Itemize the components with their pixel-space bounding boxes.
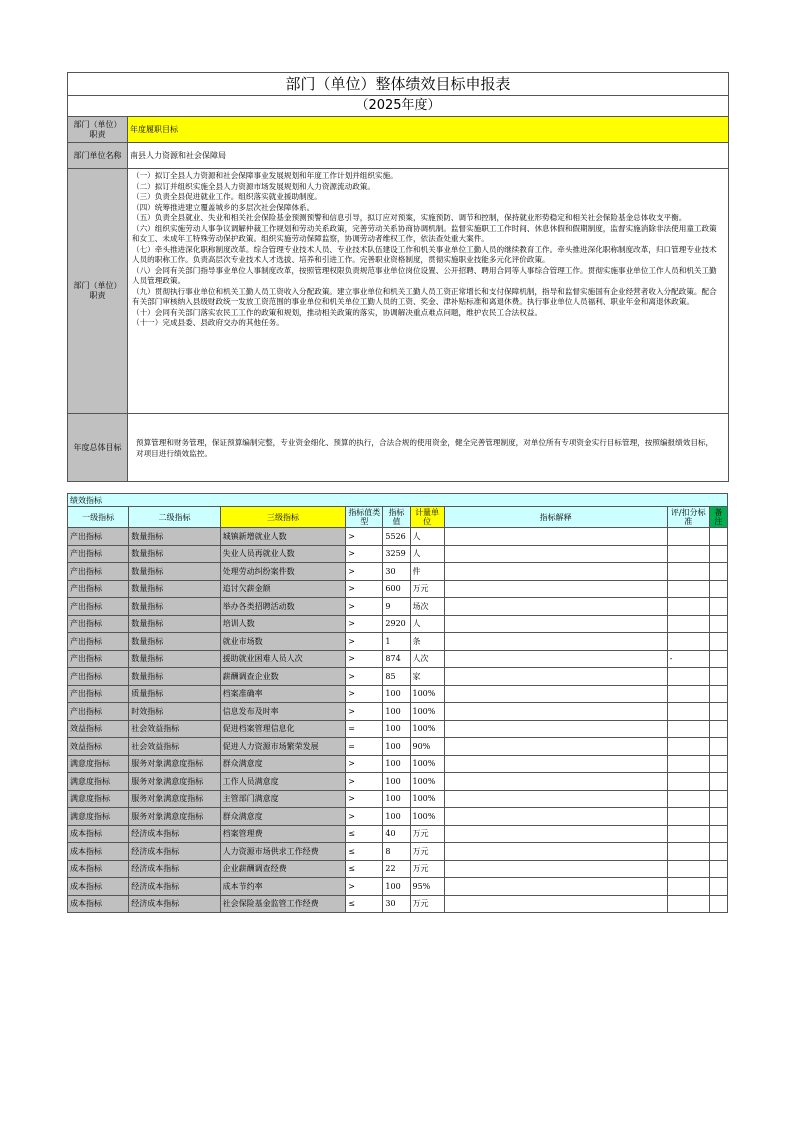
value-cell: 100 (383, 685, 410, 703)
value-type-cell: > (346, 580, 383, 598)
score-cell (667, 860, 709, 878)
level1-cell: 产出指标 (68, 685, 129, 703)
level1-cell: 产出指标 (68, 545, 129, 563)
value-type-cell: ≤ (346, 860, 383, 878)
table-row (68, 755, 728, 773)
value-type-cell: > (346, 790, 383, 808)
value-cell: 30 (383, 563, 410, 581)
value-cell: 100 (383, 878, 410, 896)
value-type-cell: > (346, 773, 383, 791)
level3-cell: 成本节约率 (220, 878, 346, 896)
table-row (68, 598, 728, 616)
level1-cell: 满意度指标 (68, 755, 129, 773)
score-cell (667, 843, 709, 861)
unit-cell: 100% (410, 808, 444, 826)
unit-cell: 人 (410, 545, 444, 563)
table-row (68, 720, 728, 738)
value-type-cell: = (346, 738, 383, 756)
note-cell (709, 738, 727, 756)
value-cell: 600 (383, 580, 410, 598)
score-cell (667, 790, 709, 808)
explanation-cell (444, 545, 667, 563)
value-cell: 2920 (383, 615, 410, 633)
unit-cell: 90% (410, 738, 444, 756)
table-row (68, 773, 728, 791)
unit-cell: 场次 (410, 598, 444, 616)
explanation-cell (444, 563, 667, 581)
level1-cell: 产出指标 (68, 650, 129, 668)
note-cell (709, 703, 727, 721)
level2-cell: 数量指标 (129, 598, 220, 616)
level2-cell: 数量指标 (129, 545, 220, 563)
table-row (68, 860, 728, 878)
score-cell (667, 755, 709, 773)
unit-cell: 100% (410, 773, 444, 791)
value-type-cell: > (346, 528, 383, 546)
duty-item: （二）拟订并组织实施全县人力资源市场发展规划和人力资源流动政策。 (132, 181, 375, 191)
performance-indicators (67, 493, 728, 913)
unit-cell: 100% (410, 720, 444, 738)
note-cell (709, 825, 727, 843)
header-level3: 三级指标 (220, 507, 346, 528)
score-cell (667, 738, 709, 756)
level3-cell: 城镇新增就业人数 (220, 528, 346, 546)
perf-section-title: 绩效指标 (68, 494, 728, 507)
score-cell (667, 773, 709, 791)
unit-cell: 万元 (410, 895, 444, 913)
level2-cell: 质量指标 (129, 685, 220, 703)
level2-cell: 经济成本指标 (129, 843, 220, 861)
explanation-cell (444, 528, 667, 546)
score-cell (667, 633, 709, 651)
unit-cell: 万元 (410, 580, 444, 598)
value-type-cell: ≤ (346, 825, 383, 843)
level3-cell: 薪酬调查企业数 (220, 668, 346, 686)
table-row (68, 703, 728, 721)
level3-cell: 信息发布及时率 (220, 703, 346, 721)
table-row (68, 545, 728, 563)
score-cell (667, 703, 709, 721)
header-level1: 一级指标 (68, 507, 129, 528)
explanation-cell (444, 773, 667, 791)
duty-item: （一）拟订全县人力资源和社会保障事业发展规划和年度工作计划并组织实施。 (132, 171, 398, 180)
table-row (68, 685, 728, 703)
note-cell (709, 580, 727, 598)
explanation-cell (444, 755, 667, 773)
unit-cell: 95% (410, 878, 444, 896)
page-title: 部门（单位）整体绩效目标申报表 (68, 73, 729, 96)
value-type-cell: > (346, 650, 383, 668)
explanation-cell (444, 668, 667, 686)
level2-cell: 数量指标 (129, 650, 220, 668)
goal-label: 年度总体目标 (68, 414, 128, 482)
level2-cell: 数量指标 (129, 633, 220, 651)
value-cell: 100 (383, 738, 410, 756)
form-header-table (67, 72, 729, 482)
duty-item: （五）负责全县就业、失业和相关社会保险基金预测预警和信息引导，拟订应对预案，实施预防、调节和控制，保持就业形势稳定和相关社会保险基金总体收支平衡。 (132, 213, 687, 222)
level1-cell: 产出指标 (68, 668, 129, 686)
explanation-cell (444, 615, 667, 633)
level2-cell: 服务对象满意度指标 (129, 773, 220, 791)
value-type-cell: > (346, 545, 383, 563)
value-cell: 30 (383, 895, 410, 913)
note-cell (709, 668, 727, 686)
value-type-cell: ≤ (346, 843, 383, 861)
level1-cell: 产出指标 (68, 598, 129, 616)
unit-cell: 条 (410, 633, 444, 651)
level1-cell: 产出指标 (68, 615, 129, 633)
note-cell (709, 878, 727, 896)
level3-cell: 培训人数 (220, 615, 346, 633)
level2-cell: 数量指标 (129, 528, 220, 546)
level2-cell: 数量指标 (129, 580, 220, 598)
score-cell (667, 563, 709, 581)
level1-cell: 成本指标 (68, 878, 129, 896)
level3-cell: 促进档案管理信息化 (220, 720, 346, 738)
value-type-cell: > (346, 563, 383, 581)
level2-cell: 服务对象满意度指标 (129, 808, 220, 826)
level3-cell: 就业市场数 (220, 633, 346, 651)
table-row (68, 650, 728, 668)
level2-cell: 数量指标 (129, 563, 220, 581)
level3-cell: 追讨欠薪金额 (220, 580, 346, 598)
duty-item: （四）统筹推进建立覆盖城乡的多层次社会保障体系。 (132, 202, 315, 212)
table-row (68, 528, 728, 546)
note-cell (709, 790, 727, 808)
note-cell (709, 528, 727, 546)
level3-cell: 群众满意度 (220, 755, 346, 773)
value-cell: 40 (383, 825, 410, 843)
note-cell (709, 545, 727, 563)
table-row (68, 878, 728, 896)
value-cell: 5526 (383, 528, 410, 546)
explanation-cell (444, 650, 667, 668)
value-cell: 100 (383, 773, 410, 791)
value-type-cell: > (346, 685, 383, 703)
value-type-cell: > (346, 615, 383, 633)
note-cell (709, 808, 727, 826)
level3-cell: 工作人员满意度 (220, 773, 346, 791)
explanation-cell (444, 598, 667, 616)
level1-cell: 满意度指标 (68, 773, 129, 791)
value-cell: 100 (383, 755, 410, 773)
value-type-cell: > (346, 703, 383, 721)
score-cell (667, 878, 709, 896)
unit-cell: 100% (410, 790, 444, 808)
unit-cell: 100% (410, 685, 444, 703)
level3-cell: 主管部门满意度 (220, 790, 346, 808)
duty-item: （三）负责全县促进就业工作。组织落实就业援助制度。 (132, 192, 322, 201)
level1-cell: 满意度指标 (68, 808, 129, 826)
explanation-cell (444, 878, 667, 896)
duty-label: 部门（单位）职责 (68, 169, 128, 414)
value-cell: 874 (383, 650, 410, 668)
level3-cell: 援助就业困难人员人次 (220, 650, 346, 668)
duty-item: （六）组织实施劳动人事争议调解仲裁工作规划和劳动关系政策，完善劳动关系协商协调机制。监督实施职工工作时间、休息休假和假期制度，监督实施消除非法使用童工政策和女工、未成年工特殊劳动保护政策。组织实施劳动保障监察，协调劳动者维权工作，依法查处重大案件。 (132, 223, 717, 243)
level3-cell: 企业薪酬调查经费 (220, 860, 346, 878)
level3-cell: 促进人力资源市场繁荣发展 (220, 738, 346, 756)
level2-cell: 经济成本指标 (129, 860, 220, 878)
level3-cell: 处理劳动纠纷案件数 (220, 563, 346, 581)
unit-cell: 人 (410, 528, 444, 546)
table-row (68, 738, 728, 756)
value-cell: 22 (383, 860, 410, 878)
table-row (68, 843, 728, 861)
level1-cell: 产出指标 (68, 703, 129, 721)
score-cell (667, 580, 709, 598)
duty-item: （七）牵头推进深化职称制度改革。综合管理专业技术人员、专业技术队伍建设工作和机关事业单位工勤人员的继续教育工作。牵头推进深化职称制度改革，归口管理专业技术人员的职称工作。负责高层次专业技术人才选拔、培养和引进工作。完善职业资格制度，贯彻实施职业技能多元化评价政策。 (132, 244, 717, 264)
note-cell (709, 633, 727, 651)
explanation-cell (444, 720, 667, 738)
goal-text: 预算管理和财务管理，保证预算编制完整，专业资金细化、预算的执行，合法合规的使用资金，健全完善管理制度，对单位所有专项资金实行目标管理，按照编报绩效目标，对项目进行绩效监控。 (128, 414, 729, 482)
note-cell (709, 895, 727, 913)
table-row (68, 633, 728, 651)
level3-cell: 档案管理费 (220, 825, 346, 843)
note-cell (709, 755, 727, 773)
value-type-cell: > (346, 668, 383, 686)
value-cell: 85 (383, 668, 410, 686)
level2-cell: 社会效益指标 (129, 738, 220, 756)
level3-cell: 举办各类招聘活动数 (220, 598, 346, 616)
score-cell (667, 598, 709, 616)
level1-cell: 满意度指标 (68, 790, 129, 808)
level2-cell: 经济成本指标 (129, 895, 220, 913)
level1-cell: 成本指标 (68, 860, 129, 878)
table-row (68, 615, 728, 633)
level1-cell: 成本指标 (68, 825, 129, 843)
score-cell (667, 825, 709, 843)
level1-cell: 产出指标 (68, 580, 129, 598)
note-cell (709, 563, 727, 581)
note-cell (709, 650, 727, 668)
table-row (68, 668, 728, 686)
value-cell: 100 (383, 808, 410, 826)
unit-cell: 100% (410, 755, 444, 773)
note-cell (709, 615, 727, 633)
header-explanation: 指标解释 (444, 507, 667, 528)
unit-cell: 家 (410, 668, 444, 686)
level1-cell: 产出指标 (68, 563, 129, 581)
header-level2: 二级指标 (129, 507, 220, 528)
header-score-standard: 评/扣分标准 (667, 507, 709, 528)
value-type-cell: > (346, 633, 383, 651)
level2-cell: 数量指标 (129, 668, 220, 686)
table-row (68, 563, 728, 581)
explanation-cell (444, 633, 667, 651)
unit-cell: 人次 (410, 650, 444, 668)
level2-cell: 服务对象满意度指标 (129, 790, 220, 808)
explanation-cell (444, 895, 667, 913)
unit-cell: 万元 (410, 843, 444, 861)
level3-cell: 群众满意度 (220, 808, 346, 826)
value-cell: 100 (383, 790, 410, 808)
explanation-cell (444, 843, 667, 861)
note-cell (709, 843, 727, 861)
value-cell: 3259 (383, 545, 410, 563)
level2-cell: 经济成本指标 (129, 878, 220, 896)
value-type-cell: > (346, 598, 383, 616)
duty-label-short: 部门（单位）职责 (68, 117, 128, 143)
explanation-cell (444, 580, 667, 598)
level2-cell: 数量指标 (129, 615, 220, 633)
header-unit: 计量单位 (410, 507, 444, 528)
value-type-cell: > (346, 878, 383, 896)
explanation-cell (444, 703, 667, 721)
value-cell: 100 (383, 703, 410, 721)
indicator-table (67, 493, 728, 913)
unit-name-label: 部门单位名称 (68, 143, 128, 169)
level2-cell: 服务对象满意度指标 (129, 755, 220, 773)
explanation-cell (444, 860, 667, 878)
note-cell (709, 685, 727, 703)
explanation-cell (444, 790, 667, 808)
score-cell: - (667, 650, 709, 668)
unit-name-value: 南县人力资源和社会保障局 (128, 143, 729, 169)
note-cell (709, 860, 727, 878)
score-cell (667, 615, 709, 633)
value-type-cell: > (346, 808, 383, 826)
level1-cell: 成本指标 (68, 843, 129, 861)
score-cell (667, 895, 709, 913)
score-cell (667, 545, 709, 563)
level1-cell: 效益指标 (68, 720, 129, 738)
value-type-cell: > (346, 755, 383, 773)
level2-cell: 社会效益指标 (129, 720, 220, 738)
level1-cell: 成本指标 (68, 895, 129, 913)
value-cell: 1 (383, 633, 410, 651)
table-row (68, 580, 728, 598)
fiscal-year: （2025年度） (68, 96, 729, 117)
unit-cell: 人 (410, 615, 444, 633)
unit-cell: 万元 (410, 825, 444, 843)
duty-item: （九）贯彻执行事业单位和机关工勤人员工资收入分配政策。建立事业单位和机关工勤人员工资正常增长和支付保障机制，指导和监督实施国有企业经营者收入分配政策。配合有关部门审核纳入县级财政统一发放工资范围的事业单位和机关单位工勤人员的工资、奖金、津补贴标准和离退休费。执行事业单位人员福利、职业年金和离退休政策。 (132, 286, 717, 306)
score-cell (667, 720, 709, 738)
value-cell: 100 (383, 720, 410, 738)
explanation-cell (444, 808, 667, 826)
level1-cell: 效益指标 (68, 738, 129, 756)
duty-item: （八）会同有关部门指导事业单位人事制度改革，按照管理权限负责规范事业单位岗位设置、公开招聘、聘用合同等人事综合管理工作。贯彻实施事业单位工作人员和机关工勤人员管理政策。 (132, 265, 717, 285)
table-row (68, 895, 728, 913)
level2-cell: 时效指标 (129, 703, 220, 721)
score-cell (667, 685, 709, 703)
score-cell (667, 808, 709, 826)
level3-cell: 人力资源市场供求工作经费 (220, 843, 346, 861)
header-note: 备注 (709, 507, 727, 528)
annual-goal-header: 年度履职目标 (128, 117, 729, 143)
duty-item: （十一）完成县委、县政府交办的其他任务。 (132, 318, 284, 327)
value-cell: 9 (383, 598, 410, 616)
table-row (68, 825, 728, 843)
table-row (68, 790, 728, 808)
explanation-cell (444, 825, 667, 843)
table-row (68, 808, 728, 826)
unit-cell: 件 (410, 563, 444, 581)
unit-cell: 万元 (410, 860, 444, 878)
explanation-cell (444, 685, 667, 703)
duty-list (128, 169, 729, 414)
header-value: 指标值 (383, 507, 410, 528)
declaration-form (67, 72, 728, 482)
score-cell (667, 528, 709, 546)
explanation-cell (444, 738, 667, 756)
note-cell (709, 720, 727, 738)
note-cell (709, 773, 727, 791)
duty-item: （十）会同有关部门落实农民工工作的政策和规划，推动相关政策的落实，协调解决重点难点问题，维护农民工合法权益。 (132, 307, 543, 317)
value-type-cell: = (346, 720, 383, 738)
level3-cell: 社会保险基金监管工作经费 (220, 895, 346, 913)
note-cell (709, 598, 727, 616)
level1-cell: 产出指标 (68, 528, 129, 546)
unit-cell: 100% (410, 703, 444, 721)
level1-cell: 产出指标 (68, 633, 129, 651)
level3-cell: 失业人员再就业人数 (220, 545, 346, 563)
level3-cell: 档案准确率 (220, 685, 346, 703)
score-cell (667, 668, 709, 686)
value-type-cell: ≤ (346, 895, 383, 913)
header-value-type: 指标值类型 (346, 507, 383, 528)
value-cell: 8 (383, 843, 410, 861)
level2-cell: 经济成本指标 (129, 825, 220, 843)
